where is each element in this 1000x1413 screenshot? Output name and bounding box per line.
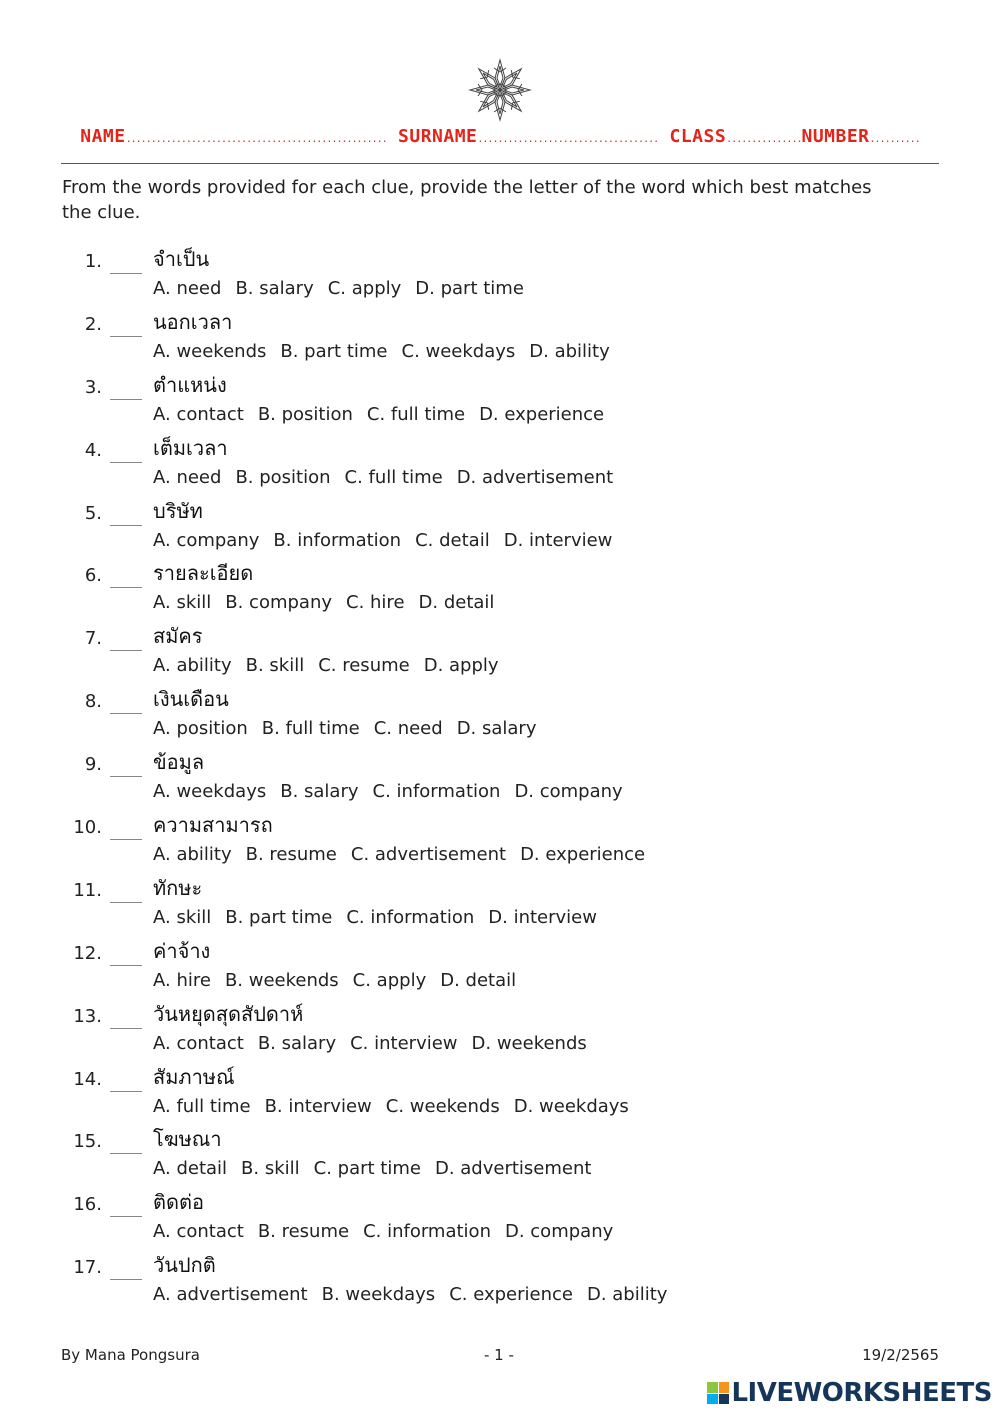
number-label: NUMBER [801,126,870,147]
answer-option: B. salary [257,1032,337,1054]
question-clue: ความสามารถ [153,813,273,838]
answer-option: A. position [153,718,248,740]
header-divider [61,163,939,164]
answer-option: D. interview [488,906,597,928]
answer-option: D. company [504,1221,614,1243]
answer-blank[interactable] [110,462,142,463]
answer-blank[interactable] [110,399,142,400]
answer-option: D. weekends [471,1032,587,1054]
answer-blank[interactable] [110,650,142,651]
answer-option: D. detail [440,969,517,991]
answer-blank[interactable] [110,273,142,274]
option-list [153,341,624,362]
answer-option: B. skill [241,1158,300,1180]
answer-blank[interactable] [110,336,142,337]
answer-option: B. company [225,592,333,614]
answer-option: A. contact [153,403,244,425]
answer-option: C. information [346,906,475,928]
class-label: CLASS [669,126,727,147]
question-number: 3. [84,376,102,398]
option-list [153,844,659,865]
question-number: 8. [84,691,102,713]
answer-option: C. full time [366,403,466,425]
answer-option: C. information [372,781,501,803]
name-label: NAME [80,126,126,147]
answer-option: C. full time [344,466,443,488]
answer-option: C. experience [449,1284,573,1306]
answer-blank[interactable] [110,1091,142,1092]
instructions: From the words provided for each clue, provide the letter of the word which best matches the clue. [62,177,872,223]
answer-option: D. detail [418,592,495,614]
question-item [0,618,1000,681]
question-item [0,493,1000,556]
student-info-line [0,126,1000,147]
answer-option: D. ability [586,1284,668,1306]
answer-option: B. position [235,466,331,488]
question-clue: รายละเอียด [153,561,254,586]
answer-blank[interactable] [110,1279,142,1280]
footer-author: By Mana Pongsura [61,1346,200,1364]
question-item [0,1121,1000,1184]
question-list [0,241,1000,1310]
answer-option: B. part time [225,906,333,928]
answer-blank[interactable] [110,839,142,840]
answer-option: D. company [514,781,623,803]
question-clue: สมัคร [153,624,203,649]
option-list [153,278,538,299]
answer-option: D. apply [423,655,499,677]
question-item [0,807,1000,870]
surname-field[interactable]: .................................... [477,134,659,145]
question-clue: สัมภาษณ์ [153,1064,235,1089]
question-clue: วันปกติ [153,1253,216,1278]
question-number: 2. [84,313,102,335]
answer-option: A. ability [153,844,232,866]
brand-name: LIVEWORKSHEETS [731,1378,992,1408]
option-list [153,655,513,676]
answer-option: A. contact [153,1032,244,1054]
question-item [0,681,1000,744]
question-number: 11. [73,879,102,901]
liveworksheets-icon [707,1382,729,1404]
answer-blank[interactable] [110,713,142,714]
number-field[interactable]: .......... [869,134,920,145]
question-number: 14. [73,1068,102,1090]
question-item [0,933,1000,996]
answer-option: B. resume [257,1221,350,1243]
question-clue: จำเป็น [153,247,210,271]
question-clue: นอกเวลา [153,309,233,334]
answer-blank[interactable] [110,1153,142,1154]
answer-option: A. need [153,278,222,299]
answer-option: B. salary [280,781,359,803]
question-clue: ตำแหน่ง [153,372,227,397]
answer-option: C. apply [352,969,427,991]
question-clue: บริษัท [153,498,203,523]
question-clue: ค่าจ้าง [153,938,211,963]
question-clue: ติดต่อ [153,1190,204,1215]
answer-option: A. detail [153,1158,228,1180]
question-item [0,1059,1000,1122]
question-number: 13. [73,1005,102,1027]
answer-blank[interactable] [110,1216,142,1217]
answer-option: D. ability [529,340,610,362]
answer-option: A. weekdays [153,781,267,803]
answer-option: D. advertisement [434,1158,592,1180]
question-item [0,367,1000,430]
question-item [0,996,1000,1059]
option-list [153,592,508,613]
question-item [0,1184,1000,1247]
answer-option: D. part time [415,278,524,299]
answer-option: A. need [153,466,222,488]
option-list [153,404,618,425]
answer-option: C. weekdays [401,340,516,362]
footer-page-number: - 1 - [484,1346,514,1364]
answer-blank[interactable] [110,525,142,526]
footer-date: 19/2/2565 [862,1346,939,1364]
question-clue: ทักษะ [153,875,203,900]
answer-option: C. information [363,1221,491,1243]
answer-option: C. apply [327,278,402,299]
option-list [153,1221,627,1242]
answer-option: B. weekdays [321,1284,436,1306]
question-number: 17. [73,1257,102,1279]
answer-option: C. hire [346,592,405,614]
option-list [153,781,637,802]
question-item [0,870,1000,933]
question-item [0,1247,1000,1310]
option-list [153,718,550,739]
answer-option: C. resume [318,655,410,677]
answer-option: D. weekdays [513,1095,629,1117]
question-number: 9. [84,754,102,776]
name-field[interactable]: .................................................... [125,134,387,145]
question-clue: ข้อมูล [153,750,205,775]
answer-option: A. skill [153,906,212,928]
option-list [153,467,627,488]
answer-blank[interactable] [110,965,142,966]
question-item [0,304,1000,367]
option-list [153,1284,681,1305]
question-item [0,744,1000,807]
answer-option: A. advertisement [153,1284,308,1306]
question-clue: เงินเดือน [153,687,229,712]
snowflake-ornament-icon [468,58,532,122]
answer-option: A. hire [153,969,211,991]
surname-label: SURNAME [398,126,478,147]
option-list [153,1033,601,1054]
class-field[interactable]: ............... [726,134,802,145]
question-clue: โฆษณา [153,1127,222,1152]
answer-option: A. ability [153,655,232,677]
option-list [153,970,530,991]
option-list [153,1158,605,1179]
answer-option: B. full time [261,718,360,740]
option-list [153,530,626,551]
answer-option: D. experience [520,844,646,866]
answer-option: A. skill [153,592,212,614]
answer-option: D. experience [479,403,605,425]
question-item [0,555,1000,618]
answer-option: C. interview [350,1032,458,1054]
answer-option: B. skill [245,655,305,677]
answer-option: A. company [153,529,260,551]
liveworksheets-logo [707,1378,992,1408]
question-number: 7. [84,628,102,650]
question-number: 12. [73,942,102,964]
answer-option: C. weekends [385,1095,500,1117]
answer-option: D. interview [503,529,613,551]
answer-option: C. detail [415,529,490,551]
answer-option: D. advertisement [456,466,614,488]
answer-option: B. part time [280,340,388,362]
answer-option: C. part time [313,1158,421,1180]
question-number: 1. [84,251,102,272]
question-clue: วันหยุดสุดสัปดาห์ [153,1001,304,1026]
question-clue: เต็มเวลา [153,435,228,460]
question-number: 5. [84,502,102,524]
answer-option: B. position [257,403,353,425]
answer-option: C. need [373,718,443,740]
question-item [0,430,1000,493]
question-number: 16. [73,1194,102,1216]
answer-option: B. resume [245,844,337,866]
answer-option: B. weekends [224,969,339,991]
question-number: 4. [84,439,102,461]
answer-blank[interactable] [110,587,142,588]
question-number: 15. [73,1131,102,1153]
answer-option: C. advertisement [350,844,507,866]
question-number: 10. [73,817,102,839]
answer-blank[interactable] [110,902,142,903]
answer-blank[interactable] [110,1028,142,1029]
question-number: 6. [84,565,102,587]
answer-option: A. full time [153,1095,251,1117]
question-item [0,241,1000,304]
answer-option: B. information [273,529,402,551]
answer-blank[interactable] [110,776,142,777]
option-list [153,907,611,928]
option-list [153,1096,643,1117]
answer-option: A. weekends [153,340,267,362]
answer-option: B. salary [235,278,314,299]
answer-option: B. interview [264,1095,372,1117]
answer-option: D. salary [456,718,537,740]
answer-option: A. contact [153,1221,244,1243]
